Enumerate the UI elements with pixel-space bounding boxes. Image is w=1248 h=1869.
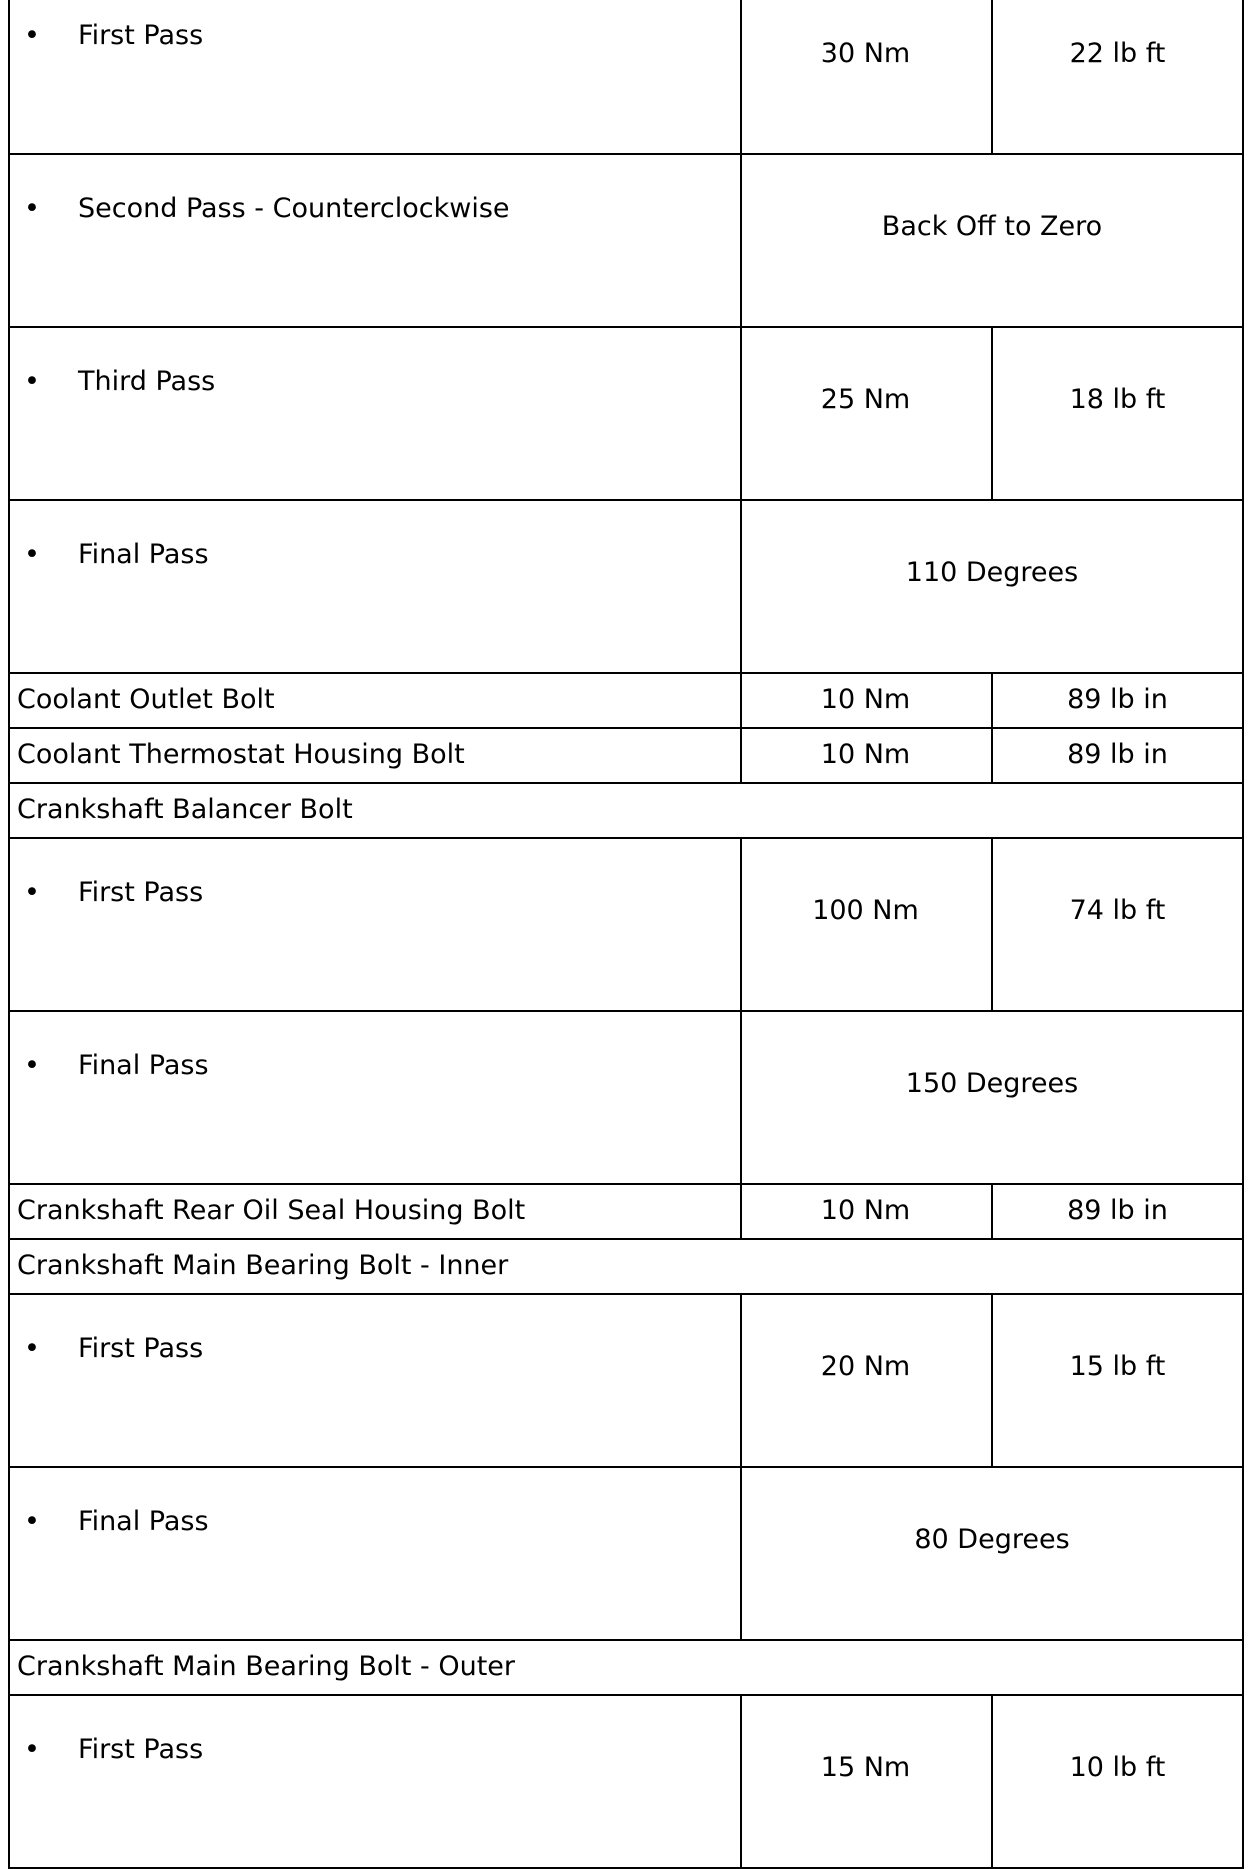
row-divider <box>8 1694 1244 1696</box>
component-header: Crankshaft Balancer Bolt <box>17 794 353 825</box>
step-label: First Pass <box>78 1734 204 1765</box>
metric-value: 25 Nm <box>820 384 911 415</box>
table-border-left <box>8 0 10 154</box>
row-divider <box>8 672 1244 674</box>
step-label: First Pass <box>78 1333 204 1364</box>
step-label: Second Pass - Counterclockwise <box>78 193 510 224</box>
table-border-left <box>8 837 10 1011</box>
table-border-right <box>1242 782 1244 838</box>
table-border-left <box>8 672 10 728</box>
bullet-icon: • <box>24 20 40 51</box>
metric-value: 15 Nm <box>820 1752 911 1783</box>
step-label: First Pass <box>78 877 204 908</box>
metric-value: 10 Nm <box>820 1195 911 1226</box>
step-label: Final Pass <box>78 539 209 570</box>
table-border-left <box>8 727 10 783</box>
table-border-right <box>1242 1639 1244 1695</box>
metric-value: 30 Nm <box>820 38 911 69</box>
table-border-left <box>8 782 10 838</box>
english-value: 89 lb in <box>1067 684 1168 715</box>
component-header: Crankshaft Main Bearing Bolt - Outer <box>17 1651 516 1682</box>
table-border-left <box>8 1238 10 1294</box>
english-value: 10 lb ft <box>1069 1752 1166 1783</box>
english-value: 22 lb ft <box>1069 38 1166 69</box>
row-divider <box>8 727 1244 729</box>
table-border-left <box>8 1293 10 1467</box>
table-border-left <box>8 153 10 327</box>
spanned-value: 110 Degrees <box>905 557 1079 588</box>
bullet-icon: • <box>24 1333 40 1364</box>
table-border-left <box>8 1694 10 1868</box>
metric-value: 10 Nm <box>820 739 911 770</box>
english-value: 15 lb ft <box>1069 1351 1166 1382</box>
step-label: Final Pass <box>78 1050 209 1081</box>
table-border-left <box>8 1183 10 1239</box>
spanned-value: 150 Degrees <box>905 1068 1079 1099</box>
metric-value: 100 Nm <box>812 895 919 926</box>
spec-label: Coolant Thermostat Housing Bolt <box>17 739 465 770</box>
table-border-left <box>8 326 10 500</box>
table-border-right <box>1242 0 1244 154</box>
bullet-icon: • <box>24 1050 40 1081</box>
column-divider <box>740 0 742 154</box>
spanned-value: 80 Degrees <box>914 1524 1070 1555</box>
row-divider <box>8 153 1244 155</box>
row-divider <box>8 1466 1244 1468</box>
row-divider <box>8 782 1244 784</box>
english-value: 18 lb ft <box>1069 384 1166 415</box>
bullet-icon: • <box>24 1506 40 1537</box>
row-divider <box>8 1238 1244 1240</box>
table-border-left <box>8 1639 10 1695</box>
row-divider <box>8 1183 1244 1185</box>
row-divider <box>8 499 1244 501</box>
row-divider <box>8 326 1244 328</box>
component-header: Crankshaft Main Bearing Bolt - Inner <box>17 1250 509 1281</box>
spec-label: Crankshaft Rear Oil Seal Housing Bolt <box>17 1195 526 1226</box>
bullet-icon: • <box>24 539 40 570</box>
row-divider <box>8 1293 1244 1295</box>
step-label: Final Pass <box>78 1506 209 1537</box>
metric-value: 10 Nm <box>820 684 911 715</box>
metric-value: 20 Nm <box>820 1351 911 1382</box>
step-label: First Pass <box>78 20 204 51</box>
table-border-left <box>8 1466 10 1640</box>
column-divider <box>991 0 993 154</box>
bullet-icon: • <box>24 366 40 397</box>
spec-label: Coolant Outlet Bolt <box>17 684 275 715</box>
spanned-value: Back Off to Zero <box>881 211 1103 242</box>
table-border-right <box>1242 1238 1244 1294</box>
step-label: Third Pass <box>78 366 216 397</box>
english-value: 89 lb in <box>1067 1195 1168 1226</box>
english-value: 89 lb in <box>1067 739 1168 770</box>
bullet-icon: • <box>24 877 40 908</box>
row-divider <box>8 837 1244 839</box>
english-value: 74 lb ft <box>1069 895 1166 926</box>
bullet-icon: • <box>24 193 40 224</box>
row-divider <box>8 1639 1244 1641</box>
row-divider <box>8 1010 1244 1012</box>
bullet-icon: • <box>24 1734 40 1765</box>
table-border-left <box>8 499 10 673</box>
table-border-left <box>8 1010 10 1184</box>
